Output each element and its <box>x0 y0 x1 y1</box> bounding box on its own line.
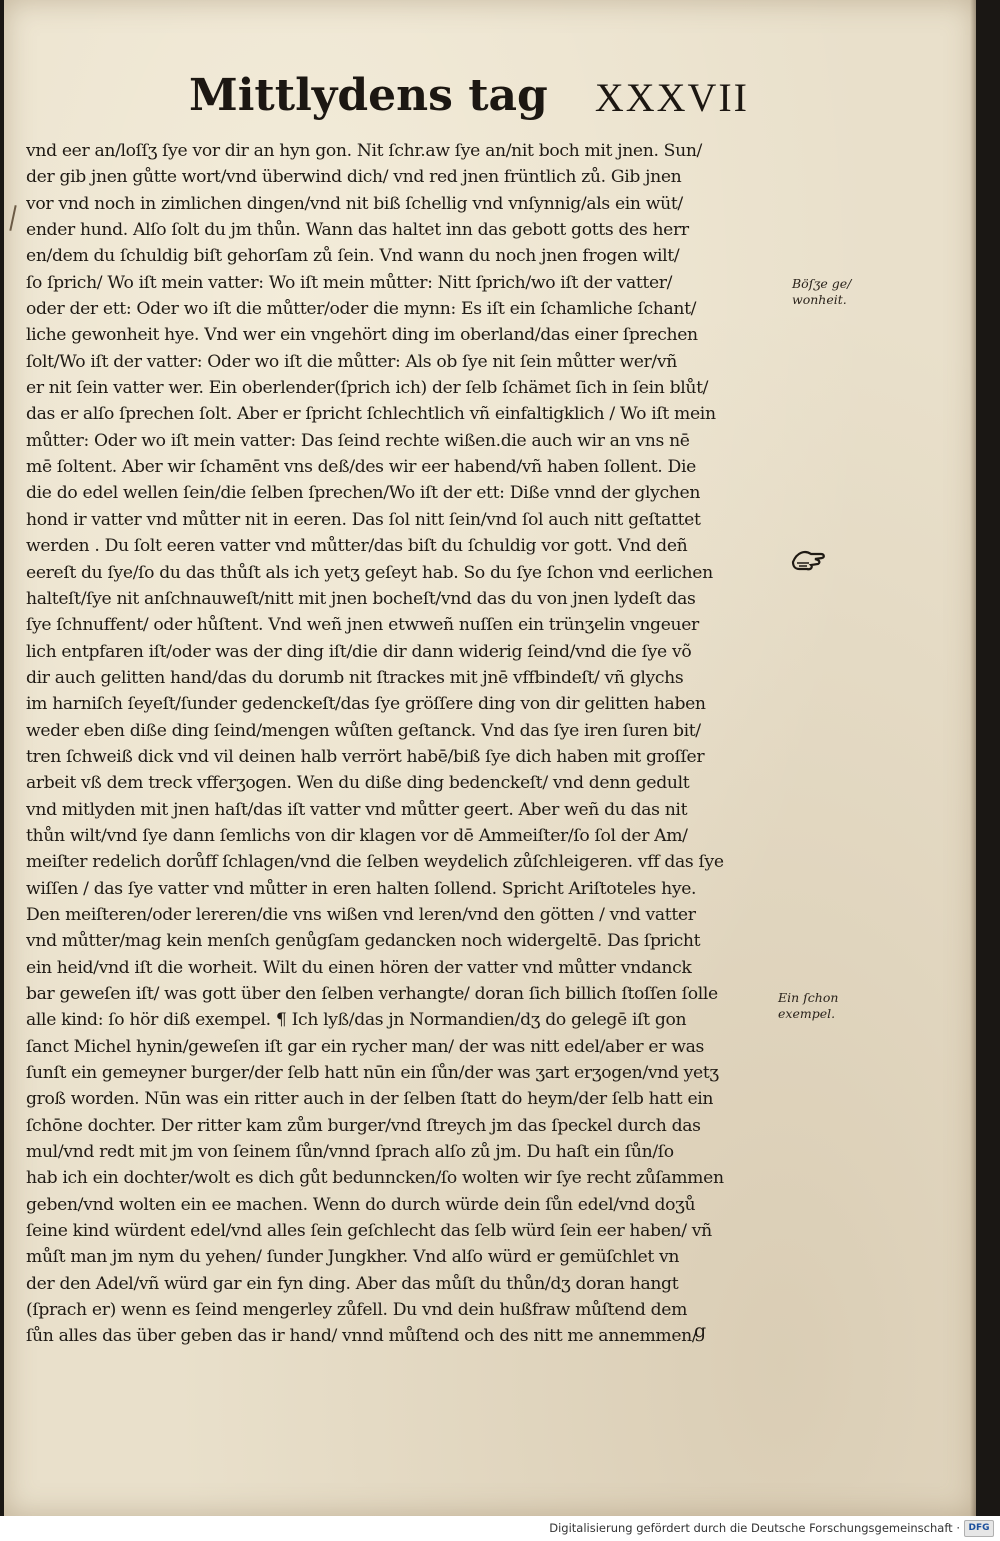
running-head <box>189 70 749 130</box>
manicule-icon <box>791 548 827 572</box>
page-edge-shadow <box>970 0 976 1516</box>
text-line: das er alſo ſprechen ſolt. Aber er ſpricht ſchlechtlich vñ einfaltigklich / Wo iſt mein <box>26 404 716 425</box>
funding-credit: Digitalisierung gefördert durch die Deutsche Forschungsgemeinschaft · <box>549 1521 960 1535</box>
text-line: dir auch gelitten hand/das du dorumb nit ſtrackes mit jnē vffbindeſt/ vñ glychs <box>26 667 684 688</box>
text-line: meiſter redelich dorůff ſchlagen/vnd die ſelben weydelich zůſchleigeren. vff das ſye <box>26 852 724 873</box>
text-line: im harniſch ſeyeſt/ſunder gedenckeſt/das ſye gröſſere ding von dir gelitten haben <box>26 694 706 715</box>
text-line: mul/vnd redt mit jm von ſeinem ſůn/vnnd ſprach alſo zů jm. Du haſt ein ſůn/ſo <box>26 1142 674 1163</box>
text-line: ſo ſprich/ Wo iſt mein vatter: Wo iſt mein můtter: Nitt ſprich/wo iſt der vatter/ <box>26 272 673 293</box>
marginal-note-line: wonheit. <box>792 292 847 307</box>
text-line: tren ſchweiß dick vnd vil deinen halb verrört habē/biß ſye dich haben mit groſſer <box>26 746 705 767</box>
running-title: Mittlydens tag <box>189 70 548 121</box>
text-line: thůn wilt/vnd ſye dann ſemlichs von dir klagen vor dē Ammeiſter/ſo ſol der Am/ <box>26 825 688 846</box>
text-line: ſůn alles das über geben das ir hand/ vnnd můſtend och des nitt me annemmen/ <box>26 1326 698 1347</box>
text-line: ſeine kind würdent edel/vnd alles ſein geſchlecht das ſelb würd ſein eer haben/ vñ <box>26 1221 712 1242</box>
text-line: der gib jnen gůtte wort/vnd überwind dich/ vnd red jnen früntlich zů. Gib jnen <box>26 167 682 188</box>
text-line: lich entpfaren iſt/oder was der ding iſt/die dir dann widerig ſeind/vnd die ſye võ <box>26 641 692 662</box>
text-line: wiſſen / das ſye vatter vnd můtter in eren halten ſollend. Spricht Ariſtoteles hye. <box>26 878 697 899</box>
text-line: werden . Du ſolt eeren vatter vnd můtter/das biſt du ſchuldig vor gott. Vnd deñ <box>26 536 688 557</box>
main-text-block <box>26 138 776 1350</box>
text-line: vor vnd noch in zimlichen dingen/vnd nit biß ſchellig vnd vnſynnig/als ein wüt/ <box>26 193 683 214</box>
text-line: weder eben diße ding ſeind/mengen wůſten geſtanck. Vnd das ſye iren ſuren bit/ <box>26 720 701 741</box>
folio-number: XXXVII <box>594 75 749 120</box>
text-line: hond ir vatter vnd můtter nit in eeren. Das ſol nitt ſein/vnd ſol auch nitt geſtattet <box>26 509 701 530</box>
signature-mark: g <box>694 1320 707 1342</box>
text-line: halteſt/ſye nit anſchnauweſt/nitt mit jnen bocheſt/vnd das du von jnen lydeſt das <box>26 588 696 609</box>
text-line: eereſt du ſye/ſo du das thůſt als ich yetʒ geſeyt hab. So du ſye ſchon vnd eerlichen <box>26 562 713 583</box>
dfg-logo: DFG <box>964 1520 994 1537</box>
text-line: ſchōne dochter. Der ritter kam zům burger/vnd ſtreych jm das ſpeckel durch das <box>26 1115 701 1136</box>
text-line: můſt man jm nym du yehen/ ſunder Jungkher. Vnd alſo würd er gemüſchlet vn <box>26 1247 680 1268</box>
book-page <box>4 0 976 1516</box>
marginal-note-example <box>778 990 838 1022</box>
text-line: oder der ett: Oder wo iſt die můtter/oder die mynn: Es iſt ein ſchamliche ſchant/ <box>26 299 697 320</box>
text-line: geben/vnd wolten ein ee machen. Wenn do durch würde dein ſůn edel/vnd doʒů <box>26 1194 696 1215</box>
text-line: ein heid/vnd iſt die worheit. Wilt du einen hören der vatter vnd můtter vndanck <box>26 957 692 978</box>
marginal-note-line: Böſʒe ge/ <box>792 276 852 291</box>
text-line: die do edel wellen ſein/die ſelben ſprechen/Wo iſt der ett: Diße vnnd der glychen <box>26 483 701 504</box>
text-line: bar geweſen iſt/ was gott über den ſelben verhangte/ doran ſich billich ſtoſſen ſolle <box>26 984 718 1004</box>
text-line: liche gewonheit hye. Vnd wer ein vngehört ding im oberland/das einer ſprechen <box>26 325 698 346</box>
margin-ink-speck <box>9 205 16 231</box>
text-line: (ſprach er) wenn es ſeind mengerley zůfell. Du vnd dein hußfraw můſtend dem <box>26 1300 688 1321</box>
text-line: Den meiſteren/oder lereren/die vns wißen vnd leren/vnd den götten / vnd vatter <box>26 904 696 925</box>
text-line: vnd eer an/loſſʒ ſye vor dir an hyn gon. Nit ſchr.aw ſye an/nit boch mit jnen. Sun/ <box>26 141 702 161</box>
text-line: arbeit vß dem treck vfferʒogen. Wen du diße ding bedenckeſt/ vnd denn gedult <box>26 773 690 794</box>
text-line: hab ich ein dochter/wolt es dich gůt bedunncken/ſo wolten wir ſye recht zůſammen <box>26 1168 724 1189</box>
text-line: groß worden. Nūn was ein ritter auch in der ſelben ſtatt do heym/der ſelb hatt ein <box>26 1089 714 1110</box>
text-line: vnd mitlyden mit jnen haſt/das iſt vatter vnd můtter geert. Aber weñ du das nit <box>26 799 688 820</box>
text-line: er nit ſein vatter wer. Ein oberlender(ſprich ich) der ſelb ſchämet ſich in ſein blůt/ <box>26 378 709 399</box>
text-line: ſunſt ein gemeyner burger/der ſelb hatt nūn ein ſůn/der was ʒart erʒogen/vnd yetʒ <box>26 1063 719 1084</box>
text-line: ſye ſchnuffent/ oder hůſtent. Vnd weñ jnen etwweñ nuſſen ein trünʒelin vngeuer <box>26 615 699 636</box>
text-line: alle kind: ſo hör diß exempel. ¶ Ich lyß/das jn Normandien/dʒ do gelegē iſt gon <box>26 1010 687 1031</box>
marginal-note-line: Ein ſchon <box>778 990 839 1005</box>
text-line: der den Adel/vñ würd gar ein fyn ding. Aber das můſt du thůn/dʒ doran hangt <box>26 1273 679 1294</box>
text-line: můtter: Oder wo iſt mein vatter: Das ſeind rechte wißen.die auch wir an vns nē <box>26 430 690 451</box>
text-line: ſolt/Wo iſt der vatter: Oder wo iſt die můtter: Als ob ſye nit ſein můtter wer/vñ <box>26 351 677 372</box>
text-line: en/dem du ſchuldig biſt gehorſam zů ſein. Vnd wann du noch jnen frogen wilt/ <box>26 246 680 267</box>
text-line: ender hund. Alſo ſolt du jm thůn. Wann das haltet inn das gebott gotts des herr <box>26 220 689 241</box>
footer-bar <box>0 1516 1000 1541</box>
text-line: ſanct Michel hynin/geweſen iſt gar ein rycher man/ der was nitt edel/aber er was <box>26 1036 704 1057</box>
text-line: vnd můtter/mag kein menſch genůgſam gedancken noch widergeltē. Das ſpricht <box>26 931 701 952</box>
text-line: mē ſoltent. Aber wir ſchamēnt vns deß/des wir eer habend/vñ haben ſollent. Die <box>26 457 696 478</box>
marginal-note-bad-custom <box>792 276 851 308</box>
marginal-note-line: exempel. <box>778 1006 836 1021</box>
